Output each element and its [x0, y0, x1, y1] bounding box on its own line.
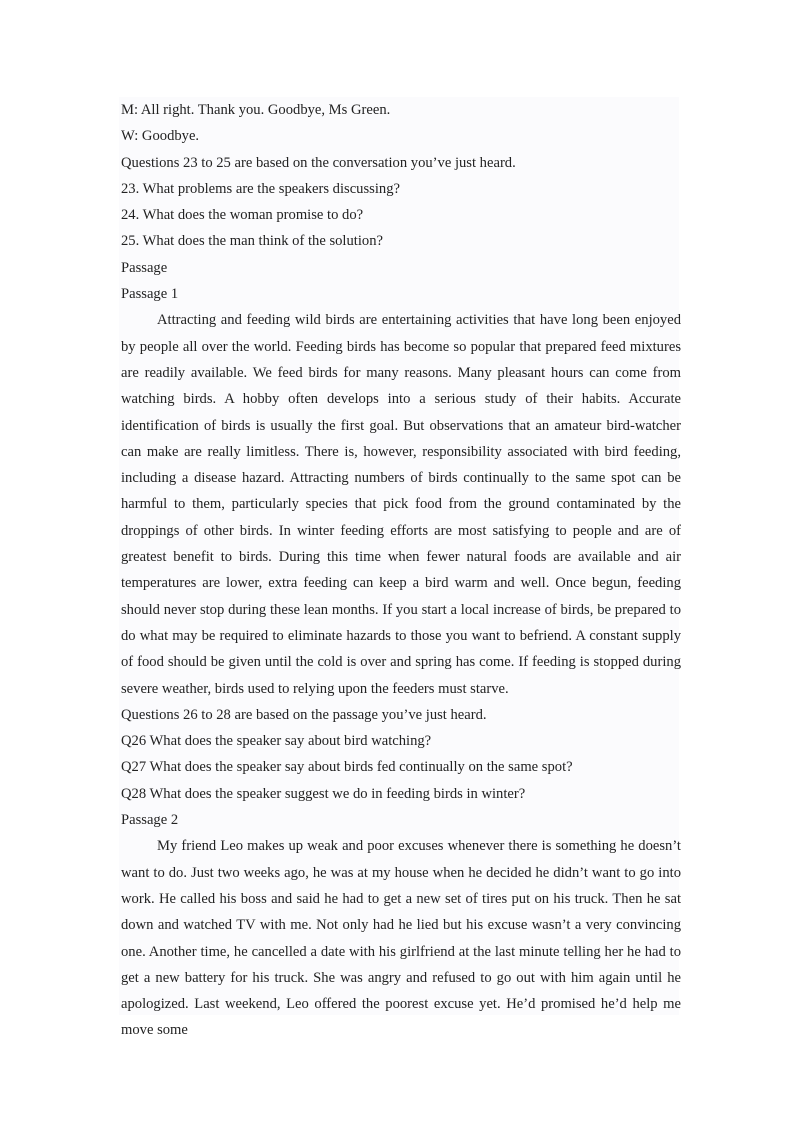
question-26: Q26 What does the speaker say about bird watching?: [121, 733, 432, 750]
section-heading-passage: Passage: [121, 259, 168, 276]
passage-2-body: My friend Leo makes up weak and poor excuses whenever there is something he doesn’t want to do. Just two weeks ago, he was at my house when he decided he didn’t want to go into work. He called his boss and said he had to get a new set of tires put on his truck. Then he sat down and watched TV with me. Not only had he lied but his excuse wasn’t a very convincing one. Another time, he cancelled a date with his girlfriend at the last minute telling her he had to get a new battery for his truck. She was angry and refused to go out with him again until he apologized. Last weekend, Leo offered the poorest excuse yet. He’d promised he’d help me move some: [121, 838, 681, 1039]
document-text: [121, 97, 681, 1044]
question-25: 25. What does the man think of the solution?: [121, 233, 383, 250]
dialogue-line-man: M: All right. Thank you. Goodbye, Ms Green.: [121, 102, 391, 118]
question-28: Q28 What does the speaker suggest we do in feeding birds in winter?: [121, 785, 526, 802]
question-24: 24. What does the woman promise to do?: [121, 207, 364, 224]
passage-1-body: Attracting and feeding wild birds are entertaining activities that have long been enjoyed by people all over the world. Feeding birds has become so popular that prepared feed mixtures are readily available. We feed birds for many reasons. Many pleasant hours can come from watching birds. A hobby often develops into a serious study of their habits. Accurate identification of birds is usually the first goal. But observations that an amateur bird-watcher can make are really limitless. There is, however, responsibility associated with bird feeding, including a disease hazard. Attracting numbers of birds continually to the same spot can be harmful to them, particularly species that pick food from the ground contaminated by the droppings of other birds. In winter feeding efforts are most satisfying to people and are of greatest benefit to birds. During this time when fewer natural foods are available and air temperatures are lower, extra feeding can keep a bird warm and well. Once begun, feeding should never stop during these lean months. If you start a local increase of birds, be prepared to do what may be required to eliminate hazards to those you want to befriend. A constant supply of food should be given until the cold is over and spring has come. If feeding is stopped during severe weather, birds used to relying upon the feeders must starve.: [121, 312, 681, 697]
passage-1-title: Passage 1: [121, 286, 179, 303]
question-27: Q27 What does the speaker say about birds fed continually on the same spot?: [121, 759, 573, 776]
question-23: 23. What problems are the speakers discussing?: [121, 180, 400, 197]
questions-intro-23-25: Questions 23 to 25 are based on the conversation you’ve just heard.: [121, 154, 516, 171]
questions-intro-26-28: Questions 26 to 28 are based on the passage you’ve just heard.: [121, 706, 487, 723]
dialogue-line-woman: W: Goodbye.: [121, 128, 200, 145]
passage-2-title: Passage 2: [121, 812, 179, 829]
